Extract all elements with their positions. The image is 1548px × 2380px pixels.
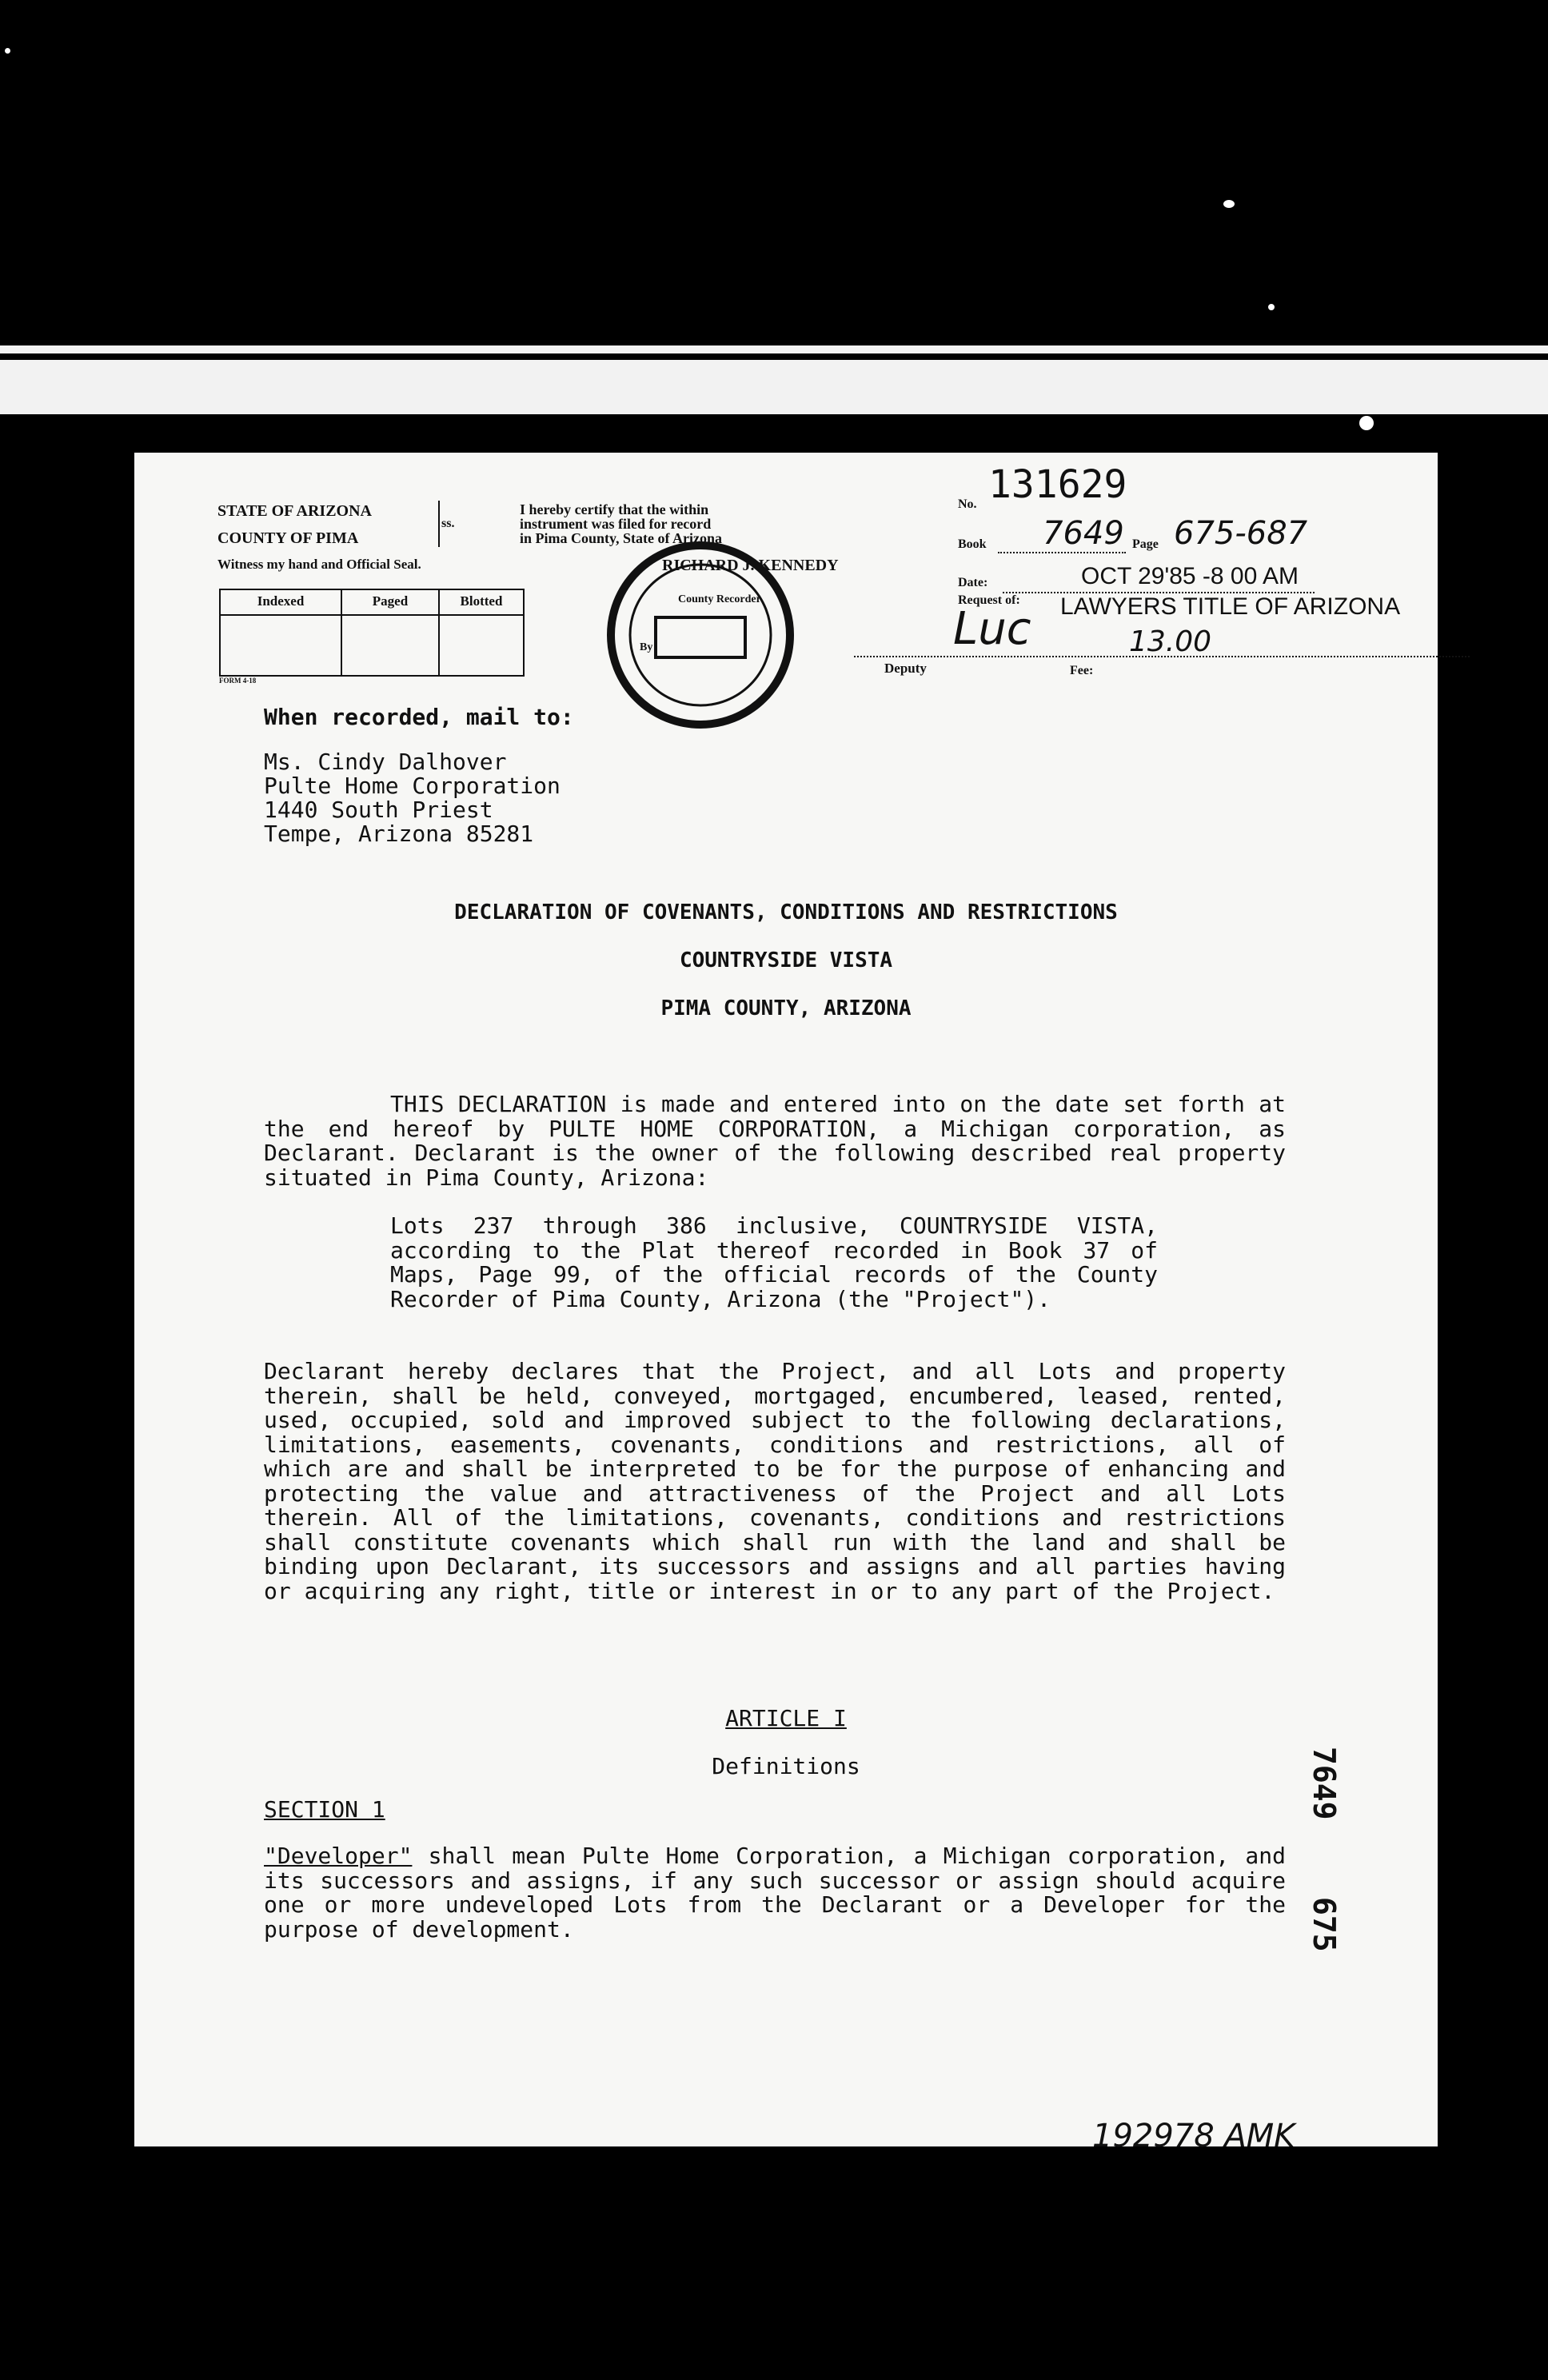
document-page [134,453,1438,2154]
request-name: LAWYERS TITLE OF ARIZONA [1060,593,1401,620]
scan-speck [1359,416,1374,430]
defined-term: "Developer" [264,1843,413,1869]
certify-line-1: I hereby certify that the within [520,501,709,517]
by-label: By [640,641,653,653]
mail-line-2: Pulte Home Corporation [264,773,561,799]
state-label: STATE OF ARIZONA [217,502,372,520]
scan-band-top [0,345,1548,353]
footer-note: 192978 AMK [1092,2118,1295,2154]
fee-amount: 13.00 [1129,625,1212,658]
no-label: No. [958,497,977,511]
book-rule [998,552,1126,553]
record-number: 131629 [988,462,1127,507]
scan-speck [5,48,10,54]
book-label: Book [958,537,987,551]
page-label: Page [1132,537,1159,551]
legal-description: Lots 237 through 386 inclusive, COUNTRYSIDE VISTA, according to the Plat thereof recorded in Book 37 of Maps, Page 99, of the official records of the County Recorder of Pima County, Arizona (the "Project"). [390,1212,1158,1312]
margin-page-number: 675 [1307,1897,1342,1952]
recorder-title: County Recorder [678,593,761,605]
ss-brace [432,501,440,547]
scan-band-bottom [0,360,1548,414]
table-header-indexed: Indexed [257,593,305,609]
declaration-paragraph: Declarant hereby declares that the Project, and all Lots and property therein, shall be held, conveyed, mortgaged, encumbered, leased, rented, used, occupied, sold and improved subject to the following declarations, limitations, easements, covenants, conditions and restrictions, all of which are and shall be interpreted to be for the purpose of enhancing and protecting the value and attractiveness of the Project and all Lots therein. All of the limitations, covenants, conditions and restrictions shall constitute covenants which shall run with the land and shall be binding upon Declarant, its successors and assigns and all parties having or acquiring any right, title or interest in or to any part of the Project. [264,1358,1286,1604]
mail-line-3: 1440 South Priest [264,797,493,823]
scan-speck [1223,200,1235,208]
certify-line-3: in Pima County, State of Arizona [520,530,723,546]
table-header-paged: Paged [372,593,409,609]
form-number: FORM 4-18 [219,677,257,685]
article-heading: ARTICLE I [725,1705,847,1731]
page-range: 675-687 [1174,515,1308,552]
intro-paragraph: THIS DECLARATION is made and entered into on the date set forth at the end hereof by PULTE HOME CORPORATION, a Michigan corporation, as Declarant. Declarant is the owner of the following described real property situated in Pima County, Arizona: [264,1091,1286,1191]
fee-label: Fee: [1070,664,1094,677]
deputy-initials: Luc [953,603,1031,655]
witness-line: Witness my hand and Official Seal. [217,557,421,572]
record-date: OCT 29'85 -8 00 AM [1081,563,1299,589]
deputy-label: Deputy [884,661,927,676]
developer-definition [264,1844,1286,1942]
date-label: Date: [958,576,988,589]
request-label: Request of: [958,593,1020,607]
margin-book-number: 7649 [1307,1747,1342,1820]
article-subheading: Definitions [712,1753,860,1779]
mail-line-1: Ms. Cindy Dalhover [264,749,507,775]
scan-speck [1268,304,1275,310]
table-header-blotted: Blotted [460,593,503,609]
project-title: COUNTRYSIDE VISTA [679,948,893,972]
certify-line-2: instrument was filed for record [520,516,712,532]
recorder-name: RICHARD J. KENNEDY [662,557,839,574]
index-table [219,589,525,677]
definition-text: shall mean Pulte Home Corporation, a Michigan corporation, and its successors and assigns, if any such successor or assign should acquire one or more undeveloped Lots from the Declarant or a Developer for the purpose of development. [264,1843,1286,1943]
document-title: DECLARATION OF COVENANTS, CONDITIONS AND RESTRICTIONS [454,900,1118,924]
mail-heading: When recorded, mail to: [264,704,574,730]
county-seal-icon [601,523,809,731]
county-label: COUNTY OF PIMA [217,529,359,547]
mail-line-4: Tempe, Arizona 85281 [264,821,534,847]
ss-label: ss. [441,517,455,530]
section-heading: SECTION 1 [264,1796,385,1823]
book-number: 7649 [1043,515,1124,552]
county-title: PIMA COUNTY, ARIZONA [660,996,912,1020]
